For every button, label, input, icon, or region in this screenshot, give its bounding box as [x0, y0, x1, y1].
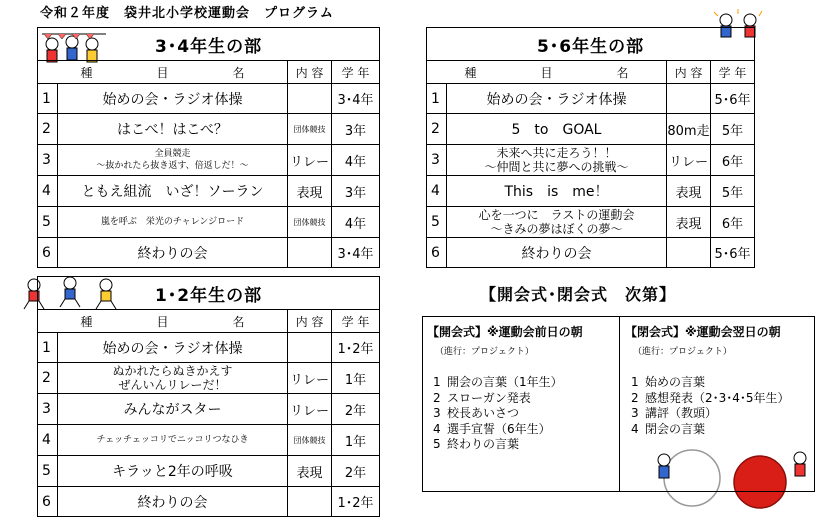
event-grade: 3･4年 [332, 238, 380, 268]
event-name: This is me！ [447, 176, 667, 207]
table-row [38, 207, 380, 238]
table-row [38, 333, 380, 363]
column-header-content: 内 容 [288, 310, 332, 333]
column-header-content: 内 容 [667, 61, 711, 84]
event-name: 始めの会・ラジオ体操 [58, 333, 288, 363]
list-item [433, 391, 619, 407]
item-text: 始めの言葉 [645, 375, 706, 389]
row-number: 3 [427, 145, 447, 176]
row-number: 2 [427, 114, 447, 145]
event-grade: 3年 [332, 176, 380, 207]
event-name: チェッチェッコリでニッコリつなひき [58, 425, 288, 456]
row-number: 1 [427, 84, 447, 114]
item-number: 2 [433, 390, 441, 405]
event-name-line2: ぜんいんリレーだ！ [118, 378, 227, 392]
event-name: 始めの会・ラジオ体操 [58, 84, 288, 114]
closing-heading: 【閉会式】※運動会翌日の朝 [625, 325, 781, 339]
event-name: みんながスター [58, 394, 288, 425]
event-name: はこべ！はこべ？ [58, 114, 288, 145]
item-number: 2 [631, 390, 639, 405]
event-type [667, 84, 711, 114]
event-name-line2: ～きみの夢はぼくの夢～ [490, 222, 623, 236]
event-grade: 2年 [332, 394, 380, 425]
row-number: 1 [38, 84, 58, 114]
item-text: 開会の言葉（1年生） [447, 375, 563, 389]
row-number: 3 [38, 394, 58, 425]
grade12-program-table [37, 276, 380, 517]
event-type [288, 333, 332, 363]
event-name [58, 145, 288, 176]
event-grade: 4年 [332, 145, 380, 176]
event-name-line1: ぬかれたらぬきかえす [112, 364, 233, 378]
closing-sub: （進行：プロジェクト） [633, 347, 732, 357]
event-type: 表現 [288, 456, 332, 487]
item-text: 閉会の言葉 [645, 421, 706, 436]
event-type: 表現 [667, 176, 711, 207]
row-number: 3 [38, 145, 58, 176]
event-grade: 3･4年 [332, 84, 380, 114]
event-type [667, 238, 711, 268]
event-type [288, 84, 332, 114]
row-number: 6 [38, 238, 58, 268]
event-type: 表現 [667, 207, 711, 238]
event-type: リレー [667, 145, 711, 176]
event-name: ともえ組流 いざ！ソーラン [58, 176, 288, 207]
table-row [38, 394, 380, 425]
event-grade: 1･2年 [332, 487, 380, 517]
event-grade: 5･6年 [711, 238, 755, 268]
item-number: 4 [631, 421, 639, 436]
list-item [433, 422, 619, 438]
event-grade: 3年 [332, 114, 380, 145]
column-header-item: 種 目 名 [427, 61, 667, 84]
table-row [38, 238, 380, 268]
list-item [631, 391, 814, 407]
grade34-program-table [37, 27, 380, 268]
row-number: 4 [38, 425, 58, 456]
row-number: 2 [38, 114, 58, 145]
row-number: 5 [38, 456, 58, 487]
event-name-line2: ～抜かれたら抜き返す、倍返しだ！～ [96, 161, 249, 171]
list-item [433, 406, 619, 422]
item-text: スローガン発表 [447, 390, 531, 405]
event-grade: 6年 [711, 207, 755, 238]
event-grade: 1年 [332, 425, 380, 456]
event-type: リレー [288, 145, 332, 176]
event-name: 終わりの会 [58, 487, 288, 517]
event-grade: 1年 [332, 363, 380, 394]
event-type: リレー [288, 363, 332, 394]
closing-list [631, 375, 814, 437]
column-header-item: 種 目 名 [38, 61, 288, 84]
table-row [427, 176, 755, 207]
item-text: 感想発表（2･3･4･5年生） [645, 390, 790, 405]
item-number: 5 [433, 437, 441, 451]
item-number: 1 [631, 375, 639, 389]
item-number: 3 [433, 406, 441, 420]
opening-ceremony [423, 317, 620, 491]
ceremony-title: 【開会式･閉会式 次第】 [480, 285, 677, 304]
column-header-content: 内 容 [288, 61, 332, 84]
table-row [38, 176, 380, 207]
row-number: 6 [427, 238, 447, 268]
event-name: キラッと2年の呼吸 [58, 456, 288, 487]
event-grade: 2年 [332, 456, 380, 487]
event-grade: 4年 [332, 207, 380, 238]
event-grade: 5･6年 [711, 84, 755, 114]
row-number: 5 [427, 207, 447, 238]
event-name [58, 363, 288, 394]
table-row [38, 487, 380, 517]
event-type: 団体競技 [288, 114, 332, 145]
event-name: 始めの会・ラジオ体操 [447, 84, 667, 114]
section-title: 1･2年生の部 [38, 277, 380, 310]
column-header-grade: 学 年 [332, 61, 380, 84]
event-grade: 5年 [711, 114, 755, 145]
grade56-program-table [426, 27, 755, 268]
event-name-line2: ～仲間と共に夢への挑戦～ [484, 160, 629, 174]
table-row [38, 425, 380, 456]
list-item [631, 422, 814, 438]
event-name-line1: 未来へ共に走ろう！！ [496, 146, 617, 160]
event-type: 団体競技 [288, 207, 332, 238]
event-name-line1: 全員競走 [154, 149, 191, 159]
section-title: 5･6年生の部 [427, 28, 755, 61]
item-text: 選手宣誓（6年生） [447, 421, 551, 436]
list-item [631, 406, 814, 422]
table-row [427, 207, 755, 238]
list-item [433, 375, 619, 391]
opening-sub: （進行：プロジェクト） [435, 347, 534, 357]
list-item [433, 437, 619, 453]
item-number: 1 [433, 375, 441, 389]
event-name [447, 145, 667, 176]
item-text: 講評（教頭） [645, 406, 718, 420]
column-header-item: 種 目 名 [38, 310, 288, 333]
row-number: 5 [38, 207, 58, 238]
event-grade: 1･2年 [332, 333, 380, 363]
event-name: 嵐を呼ぶ 栄光のチャレンジロード [58, 207, 288, 238]
event-name-line1: 心を一つに ラストの運動会 [478, 208, 635, 222]
row-number: 1 [38, 333, 58, 363]
event-name: 終わりの会 [447, 238, 667, 268]
table-row [38, 456, 380, 487]
table-row [427, 145, 755, 176]
event-type [288, 487, 332, 517]
item-text: 終わりの言葉 [447, 437, 520, 451]
row-number: 4 [38, 176, 58, 207]
column-header-grade: 学 年 [332, 310, 380, 333]
event-type: リレー [288, 394, 332, 425]
table-row [427, 238, 755, 268]
row-number: 6 [38, 487, 58, 517]
table-row [38, 84, 380, 114]
opening-list [433, 375, 619, 453]
opening-heading: 【開会式】※運動会前日の朝 [427, 325, 583, 339]
table-row [427, 84, 755, 114]
row-number: 4 [427, 176, 447, 207]
section-title: 3･4年生の部 [38, 28, 380, 61]
event-name: 5 to GOAL [447, 114, 667, 145]
row-number: 2 [38, 363, 58, 394]
event-type [288, 238, 332, 268]
list-item [631, 375, 814, 391]
event-name [447, 207, 667, 238]
closing-ceremony [621, 317, 814, 491]
table-row [427, 114, 755, 145]
ceremony-box [422, 316, 815, 492]
event-grade: 5年 [711, 176, 755, 207]
item-text: 校長あいさつ [447, 406, 520, 420]
item-number: 4 [433, 421, 441, 436]
event-type: 表現 [288, 176, 332, 207]
table-row [38, 145, 380, 176]
item-number: 3 [631, 406, 639, 420]
event-name: 終わりの会 [58, 238, 288, 268]
table-row [38, 114, 380, 145]
event-grade: 6年 [711, 145, 755, 176]
event-type: 団体競技 [288, 425, 332, 456]
table-row [38, 363, 380, 394]
column-header-grade: 学 年 [711, 61, 755, 84]
page-title: 令和２年度 袋井北小学校運動会 プログラム [40, 6, 334, 21]
event-type: 80m走 [667, 114, 711, 145]
